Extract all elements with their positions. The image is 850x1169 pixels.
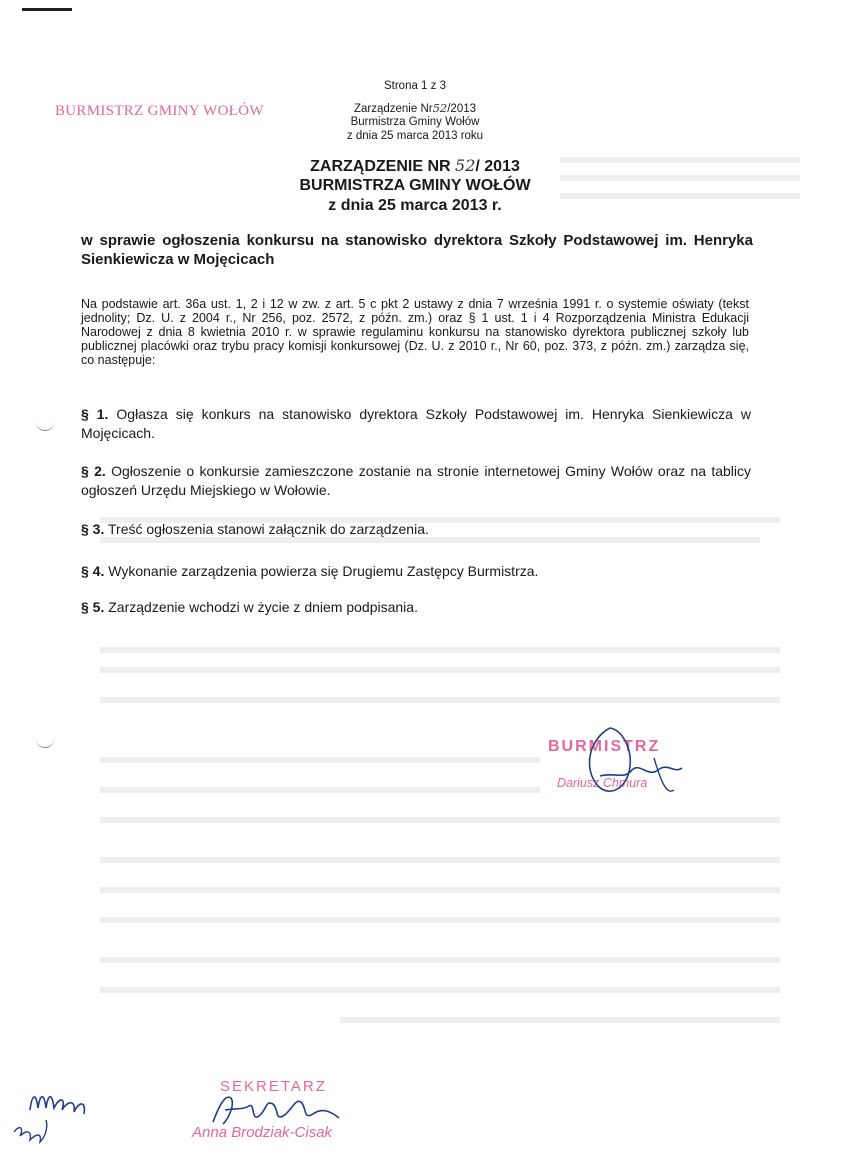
paragraph-5 (81, 598, 751, 617)
reference-suffix: /2013 (447, 103, 477, 115)
reference-number: 52 (432, 101, 448, 115)
paragraph-number: § 5. (81, 599, 105, 615)
paragraph-number: § 3. (81, 521, 105, 537)
reference-line (280, 101, 550, 116)
page-number: Strona 1 z 3 (383, 80, 446, 92)
paragraph-2 (81, 462, 751, 500)
legal-basis: Na podstawie art. 36a ust. 1, 2 i 12 w zw. z art. 5 c pkt 2 ustawy z dnia 7 września 1991 r. o systemie oświaty (tekst jednolity; Dz. U. z 2004 r., Nr 256, poz. 2572, z późn. zm.) oraz § 1 ust. 1 i 4 Rozporządzenia Ministra Edukacji Narodowej z dnia 8 kwietnia 2010 r. w sprawie regulaminu konkursu na stanowisko dyrektora publicznej szkoły lub publicznej placówki oraz trybu pracy komisji konkursowej (Dz. U. z 2010 r., Nr 60, poz. 373, z późn. zm.) zarządza się, co następuje: (81, 297, 749, 367)
title-prefix: ZARZĄDZENIE NR (310, 158, 451, 175)
mayor-signature (570, 718, 700, 808)
punch-hole-mark (36, 421, 54, 431)
paragraph-number: § 4. (81, 563, 105, 579)
paragraph-text: Treść ogłoszenia stanowi załącznik do zarządzenia. (108, 521, 429, 537)
reference-date: z dnia 25 marca 2013 roku (346, 130, 484, 142)
document-title (180, 156, 650, 177)
title-suffix: / 2013 (475, 158, 520, 175)
paragraph-number: § 2. (81, 463, 106, 479)
reference-issuer: Burmistrza Gminy Wołów (350, 116, 480, 128)
scan-edge-mark (22, 8, 72, 11)
paragraph-text: Ogłasza się konkurs na stanowisko dyrektora Szkoły Podstawowej im. Henryka Sienkiewicza w Mojęcicach. (81, 406, 751, 441)
paragraph-1 (81, 405, 751, 443)
title-date: z dnia 25 marca 2013 r. (328, 197, 502, 214)
mayor-stamp-name: Dariusz Chmura (557, 776, 648, 790)
secretary-signature (205, 1088, 355, 1133)
paragraph-text: Zarządzenie wchodzi w życie z dniem podpisania. (108, 599, 418, 615)
paragraph-number: § 1. (81, 406, 109, 422)
title-issuer: BURMISTRZA GMINY WOŁÓW (299, 177, 531, 194)
document-subject: w sprawie ogłoszenia konkursu na stanowisko dyrektora Szkoły Podstawowej im. Henryka Sienkiewicza w Mojęcicach (81, 232, 753, 268)
title-number: 52 (455, 156, 476, 175)
secretary-stamp-name: Anna Brodziak-Cisak (192, 1124, 333, 1141)
paragraph-text: Wykonanie zarządzenia powierza się Drugiemu Zastępcy Burmistrza. (108, 563, 539, 579)
secretary-stamp-title: SEKRETARZ (220, 1078, 327, 1095)
mayor-stamp-title: BURMISTRZ (548, 738, 661, 755)
paragraph-4 (81, 562, 751, 581)
paragraph-3 (81, 520, 751, 539)
paragraph-text: Ogłoszenie o konkursie zamieszczone zostanie na stronie internetowej Gminy Wołów oraz na tablicy ogłoszeń Urzędu Miejskiego w Wołowie. (81, 463, 752, 498)
punch-hole-mark (36, 738, 54, 748)
margin-initials (6, 1080, 106, 1150)
issuer-stamp: BURMISTRZ GMINY WOŁÓW (55, 103, 264, 119)
reference-prefix: Zarządzenie Nr (353, 103, 433, 115)
